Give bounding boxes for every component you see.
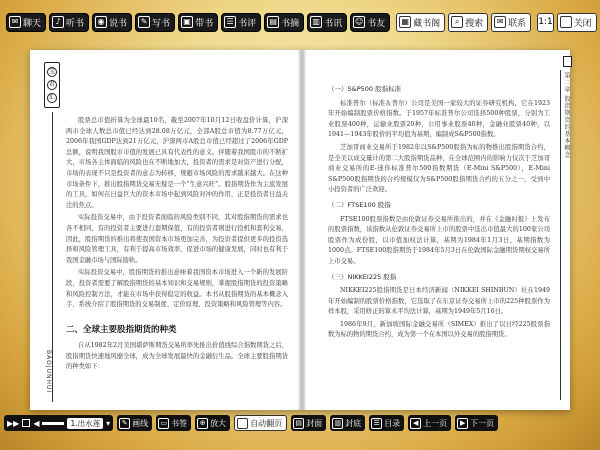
- bottom-button-label: 画线: [132, 418, 149, 428]
- bottom-button-2[interactable]: [195, 415, 230, 431]
- toolbar-button-label: 写书: [152, 18, 171, 29]
- bookmark-icon: ▭: [158, 418, 169, 429]
- toolbar-button-2[interactable]: [92, 13, 132, 32]
- close-icon: [560, 16, 572, 28]
- contact-icon: ✉: [494, 16, 506, 28]
- page-indicator[interactable]: 1:1: [537, 13, 553, 32]
- body-paragraph: 芝加哥商业交易所于1982年以S&P500股指为标的物推出股指期货合约，是全美以成交量计的第二大股指期货品种，在全球范围内的影响力仅次于芝加哥商业交易所的E-迷你标准普尔500指数期货（E-Mini S&P500），E-Mini S&P500股指期货的合约规模仅为S&P500股指期货合约的五分之一，受到中小投资者的广泛欢迎。: [328, 143, 550, 194]
- toolbar-button-label: 聊天: [23, 18, 42, 29]
- open-book: [30, 50, 570, 410]
- bottom-button-1[interactable]: [156, 415, 191, 431]
- news-icon: ▥: [310, 16, 322, 28]
- close-label: 关闭: [573, 18, 592, 29]
- toolbar-right-button-0[interactable]: [396, 13, 445, 32]
- library-icon: ▦: [399, 16, 411, 28]
- search-icon: ⌕: [451, 16, 463, 28]
- close-button[interactable]: [557, 13, 597, 32]
- bottom-button-label: 上一页: [423, 418, 448, 428]
- prev-page-icon: ◀: [410, 418, 421, 429]
- volume-icon[interactable]: ◀: [33, 418, 40, 428]
- right-margin-rule: [560, 70, 561, 400]
- stop-icon[interactable]: [22, 419, 30, 427]
- subsection-title: （三）NIKKEI225 股指: [328, 272, 397, 281]
- toolbar-button-label: 说书: [109, 18, 128, 29]
- body-paragraph: 标准普尔（标准＆普尔）公司是美国一家较大的证券研究机构，它在1923年开始编制股票价格指数。于1957年标准普尔公司选择500种股票，分别为工业股票400种，运输业股票20种，公用事业股票40种，金融业股票40种，以1941—1943年股价的平均值为基期，编制成S&P500指数。: [328, 99, 550, 139]
- toolbar-button-1[interactable]: [49, 13, 89, 32]
- right-page[interactable]: [304, 50, 570, 410]
- bottom-button-label: 封底: [345, 418, 362, 428]
- bottom-button-5[interactable]: [330, 415, 365, 431]
- speak-icon: ◉: [95, 16, 107, 28]
- next-page-icon: ▶: [457, 418, 468, 429]
- bottom-button-label: 目录: [384, 418, 401, 428]
- zoom-in-icon: ⊕: [197, 418, 208, 429]
- bottom-button-6[interactable]: [369, 415, 404, 431]
- toolbar-button-0[interactable]: [6, 13, 46, 32]
- body-paragraph: 1986年9月，新加坡国际金融交易所（SIMEX）推出了以日经225股票指数为标的物的期货合约，成为第一个在本国以外交易的股指期货。: [328, 320, 550, 339]
- headphone-icon: ♪: [52, 16, 64, 28]
- toolbar-button-label: 听书: [66, 18, 85, 29]
- toolbar-button-5[interactable]: [221, 13, 261, 32]
- toolbar-button-label: 书评: [238, 18, 257, 29]
- bottom-button-label: 放大: [210, 418, 227, 428]
- bottom-button-8[interactable]: [455, 415, 498, 431]
- auto-flip-icon: [237, 418, 248, 429]
- volume-slider[interactable]: [42, 422, 64, 425]
- chevron-down-icon[interactable]: ▾: [106, 418, 111, 428]
- section-title: 二、全球主要股指期货的种类: [66, 324, 177, 335]
- body-paragraph: 实际投资交易中，股指期货的推出意味着我国资本市场进入一个新的发展阶段，投资者需要了解股指期货的基本知识和交易规则，掌握股指期货的投资策略和风险控制方法，才能在市场中获得稳定的收益。本书从股指期货的基本概念入手，系统介绍了股指期货的交易制度、定价原理、投资策略和风险管理等内容。: [66, 269, 288, 309]
- right-side-text: 第二章 股指期货的基本概念: [563, 72, 570, 159]
- chat-icon: ✉: [9, 16, 21, 28]
- left-page[interactable]: [30, 50, 300, 410]
- toc-icon: ☰: [371, 418, 382, 429]
- bottom-button-3[interactable]: [234, 415, 287, 431]
- chapter-marker-icon: [563, 56, 572, 67]
- toolbar-button-label: 带书: [195, 18, 214, 29]
- cover-icon: ▤: [293, 418, 304, 429]
- toolbar-button-8[interactable]: [350, 13, 390, 32]
- toolbar-button-7[interactable]: [307, 13, 347, 32]
- left-page-text: [66, 116, 288, 406]
- pen-icon: ✎: [138, 16, 150, 28]
- bottom-button-label: 书签: [171, 418, 188, 428]
- toolbar-right-label: 联系: [508, 18, 527, 29]
- audio-player: [4, 415, 113, 431]
- toolbar-right-label: 藏书阁: [413, 18, 441, 29]
- top-toolbar: [0, 0, 600, 44]
- bottom-button-group: [117, 415, 498, 431]
- comment-icon: ☰: [224, 16, 236, 28]
- right-page-text: [328, 80, 550, 398]
- toolbar-button-3[interactable]: [135, 13, 175, 32]
- left-side-text: BAOJUNHUI: [45, 350, 52, 394]
- body-paragraph: 股票总市值折算为全球最10名，截至2007年10月12日收盘价计算，沪深两市全球人数总市值已经达到28.08万亿元，全部A股总市值为8.77万亿元，2006年我国GDP达到21万亿元，沪深两市A股总市值已经超过了2006年GDP总额，说明我国股市市值的发展已具有代表性的意义。伴随着我国股市的不断扩大，市场各主体面临的风险也在不断地加大，投资者的需求是对资产进行分配，市场的表现不只是投资者的意志为转移，规避市场风险的需求越来越大。在这种市场条件下，推出股指期货交易无疑是一个“生意兴旺”。股指期货作为主流发展的工具，如何在日益巨大的资本市场中起到风险对冲的作用，正是投资者日益关注的焦点。: [66, 117, 288, 209]
- toolbar-button-label: 书友: [367, 18, 386, 29]
- toolbar-button-6[interactable]: [264, 13, 304, 32]
- bottom-button-label: 下一页: [470, 418, 495, 428]
- publisher-seal-icon: 宝 君 汇: [44, 62, 60, 108]
- bottom-button-label: 封面: [306, 418, 323, 428]
- subsection-title: （二）FTSE100 股指: [328, 200, 391, 209]
- toolbar-button-label: 书讯: [324, 18, 343, 29]
- toolbar-button-label: 书摘: [281, 18, 300, 29]
- closing-paragraph: 自从1982年2月美国堪萨斯期货交易所率先推出价值线综合指数期货之后，股指期货快速地风靡全球，成为全球发展最快的金融衍生品。全球主要股指期货的种类如下：: [66, 342, 288, 371]
- toolbar-right-button-1[interactable]: [448, 13, 488, 32]
- bottom-button-7[interactable]: [408, 415, 451, 431]
- back-cover-icon: ▥: [332, 418, 343, 429]
- toolbar-button-4[interactable]: [178, 13, 218, 32]
- body-paragraph: FTSE100股票指数是由伦敦证券交易所推出的，并在《金融时报》上发布的股票指数，该指数从伦敦证券交易所上市的股票中选出市值最大的100家公司股票作为成份股，以市值加权法计算，基期为1984年1月3日，基期指数为1000点。FTSE100股指期货于1984年5月3日在伦敦国际金融期货期权交易所上市交易。: [328, 215, 550, 265]
- draw-line-icon: ✎: [119, 418, 130, 429]
- bottom-button-label: 自动翻页: [250, 418, 283, 428]
- voice-select[interactable]: 1.出水莲: [67, 418, 103, 429]
- bottom-toolbar: [0, 414, 600, 432]
- bottom-button-0[interactable]: [117, 415, 152, 431]
- subsection-title: （一）S&P500 股指标准: [328, 85, 402, 93]
- body-paragraph: 实际投资交易中，由于投资者面临的风险类别不同，其对股指期货的需求也各不相同，有的投资者主要进行套期保值，有的投资者则进行投机和套利交易，因此，股指期货的推出将使我国资本市场更加完善，为投资者提供更多的投资选择和风险管理工具，有利于提高市场效率，促进市场的健康发展，同时也有利于我国金融市场与国际接轨。: [66, 214, 288, 264]
- note-icon: ▤: [267, 16, 279, 28]
- play-icon[interactable]: ▶▶: [7, 418, 20, 428]
- bag-icon: ▣: [181, 16, 193, 28]
- toolbar-right-button-2[interactable]: [491, 13, 531, 32]
- body-paragraph: NIKKEI225股指期货是日本经济新闻（NIKKEI SHINBUN）社在1949年开始编制的股票价格指数，它选取了在东京证券交易所上市的225种股票作为样本股，采用修正的算术平均法计算，基期为1949年5月16日。: [328, 287, 550, 316]
- toolbar-right-label: 搜索: [465, 18, 484, 29]
- bottom-button-4[interactable]: [291, 415, 326, 431]
- left-margin-rule: [52, 112, 53, 402]
- friends-icon: ☺: [354, 17, 364, 26]
